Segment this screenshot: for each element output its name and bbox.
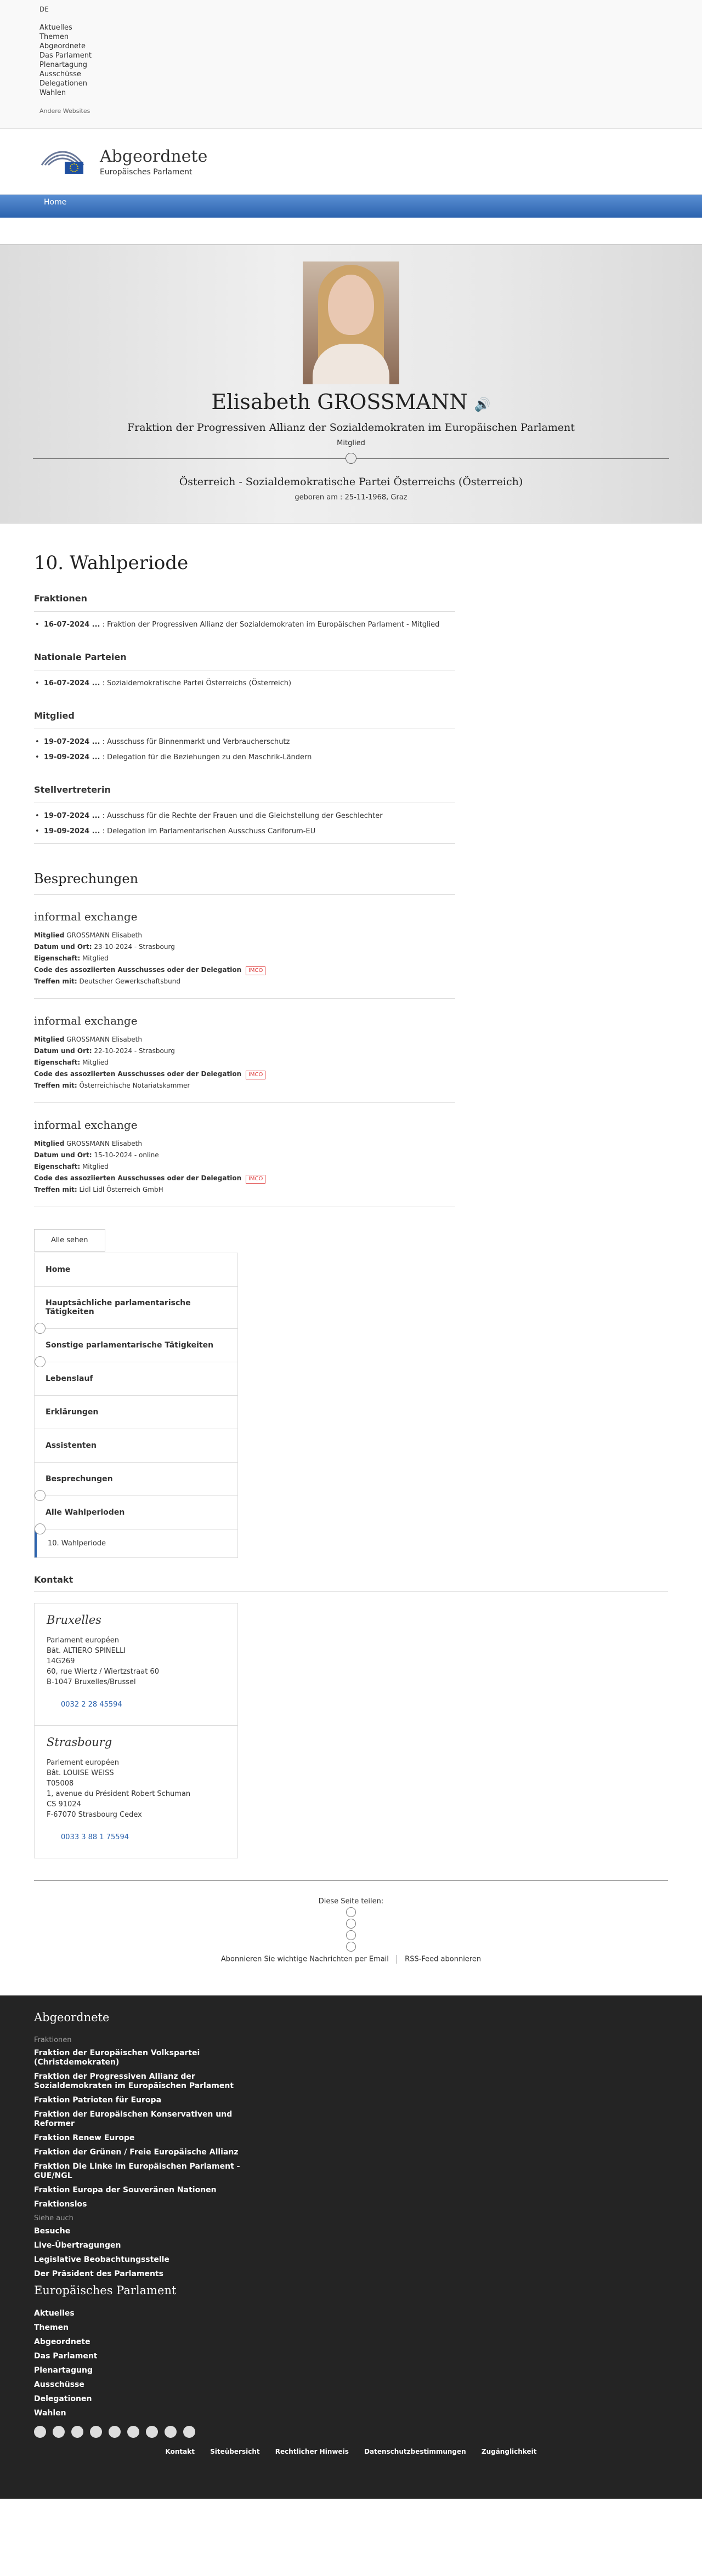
social-icon[interactable] — [127, 2426, 139, 2438]
top-menu-item[interactable]: Delegationen — [39, 79, 87, 88]
social-icon[interactable] — [34, 2426, 46, 2438]
section-title: Stellvertreterin — [34, 784, 455, 803]
side-menu-item[interactable]: Alle Wahlperioden — [35, 1496, 237, 1529]
list-item: • 16-07-2024 ... : Fraktion der Progressiven Allianz der Sozialdemokraten im Europäischen Parlament - Mitglied — [34, 617, 455, 633]
side-menu — [34, 1253, 238, 1558]
top-menu-item[interactable]: Themen — [39, 33, 69, 41]
footer — [0, 1995, 702, 2499]
top-menu-item[interactable]: Plenartagung — [39, 61, 88, 69]
footer-link[interactable]: Fraktion Renew Europe — [34, 2134, 135, 2142]
top-menu-item[interactable]: Abgeordnete — [39, 42, 86, 50]
contact-city: Bruxelles — [47, 1613, 101, 1627]
meetings-title: Besprechungen — [34, 871, 455, 895]
share-label: Diese Seite teilen: — [318, 1897, 384, 1906]
list-item: • 19-09-2024 ... : Delegation im Parlamentarischen Ausschuss Cariforum-EU — [34, 824, 455, 839]
social-icon[interactable] — [71, 2426, 83, 2438]
site-subtitle: Europäisches Parlament — [100, 167, 193, 177]
list-item: • 19-09-2024 ... : Delegation für die Beziehungen zu den Maschrik-Ländern — [34, 750, 455, 765]
committee-badge: IMCO — [246, 966, 265, 975]
divider — [33, 453, 669, 464]
social-icon[interactable] — [109, 2426, 121, 2438]
committee-badge: IMCO — [246, 1071, 265, 1079]
footer-category: Siehe auch — [34, 2214, 73, 2222]
member-country-party: Österreich - Sozialdemokratische Partei Österreichs (Österreich) — [179, 476, 523, 488]
share-icon[interactable] — [346, 1942, 356, 1952]
share-icon[interactable] — [346, 1930, 356, 1940]
expand-icon[interactable] — [35, 1523, 46, 1534]
meeting-title: informal exchange — [34, 1118, 138, 1131]
committee-badge: IMCO — [246, 1175, 265, 1184]
list-item: • 16-07-2024 ... : Sozialdemokratische Partei Österreichs (Österreich) — [34, 676, 455, 691]
footer-link[interactable]: Abgeordnete — [34, 2338, 90, 2346]
speaker-icon[interactable]: 🔊 — [474, 397, 491, 412]
social-icon[interactable] — [53, 2426, 65, 2438]
member-name: Elisabeth GROSSMANN 🔊 — [211, 390, 491, 414]
member-group: Fraktion der Progressiven Allianz der Sozialdemokraten im Europäischen Parlament — [127, 422, 575, 434]
footer-link[interactable]: Themen — [34, 2323, 69, 2332]
footer-link[interactable]: Delegationen — [34, 2395, 92, 2403]
meeting-item: informal exchange Mitglied GROSSMANN Elisabeth Datum und Ort: 22-10-2024 - Strasbourg Eigenschaft: Mitglied Code des assoziierten Ausschusses oder der Delegation IMCO Treffen mit: Österreichische Notariatskammer — [34, 999, 455, 1103]
contact-city: Strasbourg — [47, 1736, 112, 1749]
footer-link[interactable]: Wahlen — [34, 2409, 66, 2418]
footer-link[interactable]: Das Parlament — [34, 2352, 98, 2361]
social-icon[interactable] — [146, 2426, 158, 2438]
section-mitglied — [34, 710, 455, 765]
side-menu-item[interactable]: Assistenten — [35, 1429, 237, 1463]
section-stellvertreterin — [34, 784, 455, 844]
footer-link[interactable]: Live-Übertragungen — [34, 2241, 121, 2250]
phone-link[interactable]: 0033 3 88 1 75594 — [61, 1833, 129, 1841]
contact-card: Strasbourg Parlement européen Bât. LOUISE WEISS T05008 1, avenue du Président Robert Schuman CS 91024 F-67070 Strasbourg Cedex 0033 3 88 1 75594 — [34, 1726, 238, 1858]
footer-link[interactable]: Fraktion Europa der Souveränen Nationen — [34, 2186, 217, 2194]
meeting-item: informal exchange Mitglied GROSSMANN Elisabeth Datum und Ort: 15-10-2024 - online Eigenschaft: Mitglied Code des assoziierten Ausschusses oder der Delegation IMCO Treffen mit: Lidl Lidl Österreich GmbH — [34, 1103, 455, 1207]
side-menu-item[interactable]: Besprechungen — [35, 1463, 237, 1496]
member-birth: geboren am : 25-11-1968, Graz — [295, 493, 407, 502]
section-fraktionen — [34, 593, 455, 633]
profile-header — [0, 244, 702, 524]
footer-link[interactable]: Aktuelles — [34, 2309, 75, 2318]
footer-bottom-link[interactable]: Datenschutzbestimmungen — [364, 2448, 466, 2455]
top-menu-item[interactable]: Ausschüsse — [39, 70, 81, 78]
social-icon[interactable] — [90, 2426, 102, 2438]
phone-link[interactable]: 0032 2 28 45594 — [61, 1701, 122, 1709]
top-menu-item[interactable]: Das Parlament — [39, 52, 92, 60]
footer-link[interactable]: Besuche — [34, 2227, 71, 2236]
footer-link[interactable]: Ausschüsse — [34, 2380, 84, 2389]
share-icon[interactable] — [346, 1919, 356, 1929]
top-bar — [0, 0, 702, 129]
section-title: Nationale Parteien — [34, 652, 455, 670]
list-item: • 19-07-2024 ... : Ausschuss für die Rechte der Frauen und die Gleichstellung der Geschlechter — [34, 809, 455, 824]
contact-title: Kontakt — [34, 1574, 668, 1592]
footer-link[interactable]: Fraktionslos — [34, 2200, 87, 2209]
top-menu — [39, 23, 663, 98]
section-title: Mitglied — [34, 710, 455, 729]
site-header — [0, 129, 702, 195]
footer-link[interactable]: Fraktion der Europäischen Konservativen und Reformer — [34, 2110, 233, 2128]
nav-home-link[interactable]: Home — [44, 198, 67, 207]
term-title: 10. Wahlperiode — [34, 552, 189, 574]
meeting-title: informal exchange — [34, 1014, 138, 1027]
footer-bottom-links — [34, 2448, 668, 2455]
ep-logo-icon[interactable] — [39, 146, 100, 177]
side-menu-item[interactable]: Lebenslauf — [35, 1362, 237, 1396]
email-subscribe-link[interactable]: Abonnieren Sie wichtige Nachrichten per Email — [220, 1955, 389, 1964]
footer-link[interactable]: Legislative Beobachtungsstelle — [34, 2255, 169, 2264]
footer-bottom-link[interactable]: Zugänglichkeit — [481, 2448, 537, 2455]
member-role: Mitglied — [337, 439, 365, 447]
list-item: • 19-07-2024 ... : Ausschuss für Binnenmarkt und Verbraucherschutz — [34, 735, 455, 750]
social-icons — [34, 2426, 668, 2438]
social-icon[interactable] — [183, 2426, 195, 2438]
footer-link[interactable]: Fraktion Die Linke im Europäischen Parlament - GUE/NGL — [34, 2162, 240, 2180]
footer-category: Fraktionen — [34, 2036, 72, 2044]
footer-link[interactable]: Fraktion der Progressiven Allianz der Sozialdemokraten im Europäischen Parlament — [34, 2072, 234, 2090]
side-menu-item[interactable]: Sonstige parlamentarische Tätigkeiten — [35, 1329, 237, 1362]
side-menu-item[interactable]: Home — [35, 1253, 237, 1287]
share-icon[interactable] — [346, 1907, 356, 1917]
footer-link[interactable]: Fraktion der Grünen / Freie Europäische Allianz — [34, 2148, 239, 2157]
share-section — [34, 1880, 668, 1964]
rss-link[interactable]: RSS-Feed abonnieren — [405, 1955, 482, 1964]
top-menu-item[interactable]: Aktuelles — [39, 24, 72, 32]
side-menu-item[interactable]: Erklärungen — [35, 1396, 237, 1429]
section-title: Fraktionen — [34, 593, 455, 612]
footer-heading: Abgeordnete — [34, 2011, 110, 2024]
member-photo — [303, 261, 399, 384]
footer-link[interactable]: Der Präsident des Parlaments — [34, 2270, 163, 2278]
meeting-title: informal exchange — [34, 910, 138, 923]
meeting-item: informal exchange Mitglied GROSSMANN Elisabeth Datum und Ort: 23-10-2024 - Strasbourg Eigenschaft: Mitglied Code des assoziierten Ausschusses oder der Delegation IMCO Treffen mit: Deutscher Gewerkschaftsbund — [34, 895, 455, 999]
site-title[interactable]: Abgeordnete — [100, 146, 208, 166]
top-menu-item[interactable]: Wahlen — [39, 89, 66, 97]
footer-link[interactable]: Plenartagung — [34, 2366, 93, 2375]
see-all-button[interactable]: Alle sehen — [34, 1229, 105, 1252]
section-parteien — [34, 652, 455, 691]
footer-bottom-link[interactable]: Siteübersicht — [210, 2448, 260, 2455]
footer-heading: Europäisches Parlament — [34, 2284, 177, 2297]
side-menu-subitem[interactable]: 10. Wahlperiode — [35, 1529, 237, 1557]
contact-card: Bruxelles Parlament européen Bât. ALTIERO SPINELLI 14G269 60, rue Wiertz / Wiertzstraat 60 B-1047 Bruxelles/Brussel 0032 2 28 45594 — [34, 1603, 238, 1726]
other-websites-link[interactable]: Andere Websites — [39, 107, 90, 115]
main-nav — [0, 195, 702, 218]
footer-link[interactable]: Fraktion der Europäischen Volkspartei (Christdemokraten) — [34, 2049, 200, 2067]
side-menu-item[interactable]: Hauptsächliche parlamentarische Tätigkeiten — [35, 1287, 237, 1329]
social-icon[interactable] — [165, 2426, 177, 2438]
language-selector[interactable]: DE — [39, 5, 49, 13]
footer-bottom-link[interactable]: Kontakt — [165, 2448, 195, 2455]
footer-link[interactable]: Fraktion Patrioten für Europa — [34, 2096, 162, 2105]
footer-bottom-link[interactable]: Rechtlicher Hinweis — [275, 2448, 349, 2455]
